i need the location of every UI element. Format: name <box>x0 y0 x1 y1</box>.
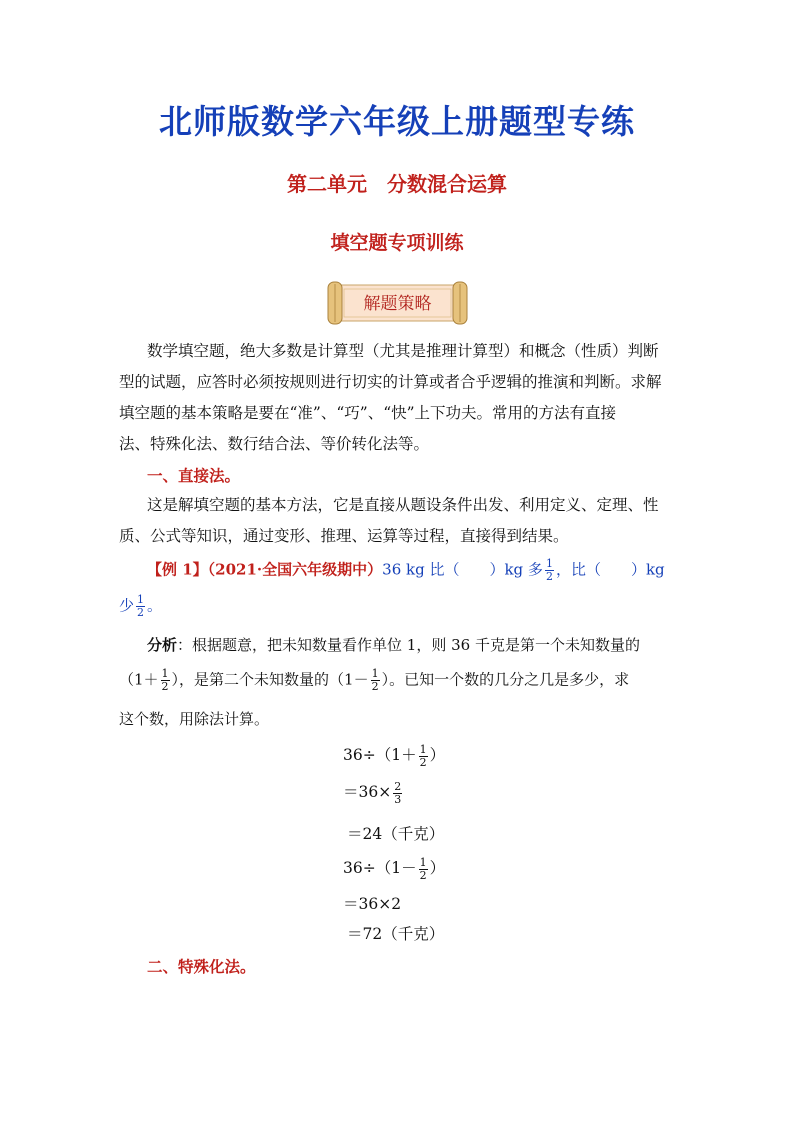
page-title: 北师版数学六年级上册题型专练 <box>159 102 635 141</box>
section-heading-special: 二、特殊化法。 <box>147 957 256 976</box>
example-text-2: ，比（ ）kg <box>555 560 665 579</box>
direct-line-2: 质、公式等知识，通过变形、推理、运算等过程，直接得到结果。 <box>119 527 569 545</box>
fraction-half: $\frac{1}{2}$ <box>137 593 145 619</box>
strategy-badge-label: 解题策略 <box>363 294 432 314</box>
example-line-1 <box>147 558 665 583</box>
step-4b: ） <box>429 859 446 877</box>
solution-step-2 <box>343 780 404 806</box>
example-text-4: 。 <box>147 596 163 615</box>
solution-step-3: ＝24（千克） <box>347 825 445 843</box>
analysis-line-1 <box>147 634 640 655</box>
intro-line-1: 数学填空题，绝大多数是计算型（尤其是推理计算型）和概念（性质）判断 <box>147 342 659 360</box>
intro-line-2: 型的试题，应答时必须按规则进行切实的计算或者合乎逻辑的推演和判断。求解 <box>119 373 662 391</box>
analysis-line-2 <box>119 668 629 693</box>
unit-title: 第二单元 分数混合运算 <box>287 172 507 196</box>
example-tag: 【例 1】 <box>147 560 208 579</box>
analysis-text-2c: ）。已知一个数的几分之几是多少，求 <box>381 670 630 689</box>
step-1b: ） <box>429 746 446 764</box>
example-text: 36 kg 比（ ）kg 多 <box>382 560 543 579</box>
fraction-half: $\frac{1}{2}$ <box>371 667 379 693</box>
solution-step-6: ＝72（千克） <box>347 925 445 943</box>
step-4a: 36÷（1－ <box>343 859 417 877</box>
section-subtitle: 填空题专项训练 <box>330 232 464 254</box>
intro-line-4: 法、特殊化法、数行结合法、等价转化法等。 <box>119 435 430 453</box>
solution-step-5: ＝36×2 <box>343 895 402 913</box>
section-heading-direct: 一、直接法。 <box>147 466 241 485</box>
intro-line-3: 填空题的基本策略是要在“准”、“巧”、“快”上下功夫。常用的方法有直接 <box>119 404 617 422</box>
example-line-2 <box>119 594 162 619</box>
strategy-scroll-badge <box>326 280 469 326</box>
solution-step-1 <box>343 743 445 769</box>
example-text-3: 少 <box>119 596 135 615</box>
step-2a: ＝36× <box>343 783 392 801</box>
example-source: （2021·全国六年级期中） <box>207 560 383 579</box>
fraction-two-thirds: $\frac{2}{3}$ <box>394 779 402 806</box>
analysis-text-2b: ），是第二个未知数量的（1－ <box>171 670 369 689</box>
fraction-half: $\frac{1}{2}$ <box>545 557 553 583</box>
analysis-line-3: 这个数，用除法计算。 <box>119 710 270 728</box>
analysis-text-2a: （1＋ <box>119 670 159 689</box>
step-1a: 36÷（1＋ <box>343 746 417 764</box>
analysis-label: 分析 <box>147 636 178 654</box>
direct-line-1: 这是解填空题的基本方法，它是直接从题设条件出发、利用定义、定理、性 <box>147 496 659 514</box>
fraction-half: $\frac{1}{2}$ <box>419 742 427 769</box>
analysis-text-1: ：根据题意，把未知数量看作单位 1，则 36 千克是第一个未知数量的 <box>177 636 640 654</box>
solution-step-4 <box>343 856 445 882</box>
fraction-half: $\frac{1}{2}$ <box>161 667 169 693</box>
fraction-half: $\frac{1}{2}$ <box>419 855 427 882</box>
